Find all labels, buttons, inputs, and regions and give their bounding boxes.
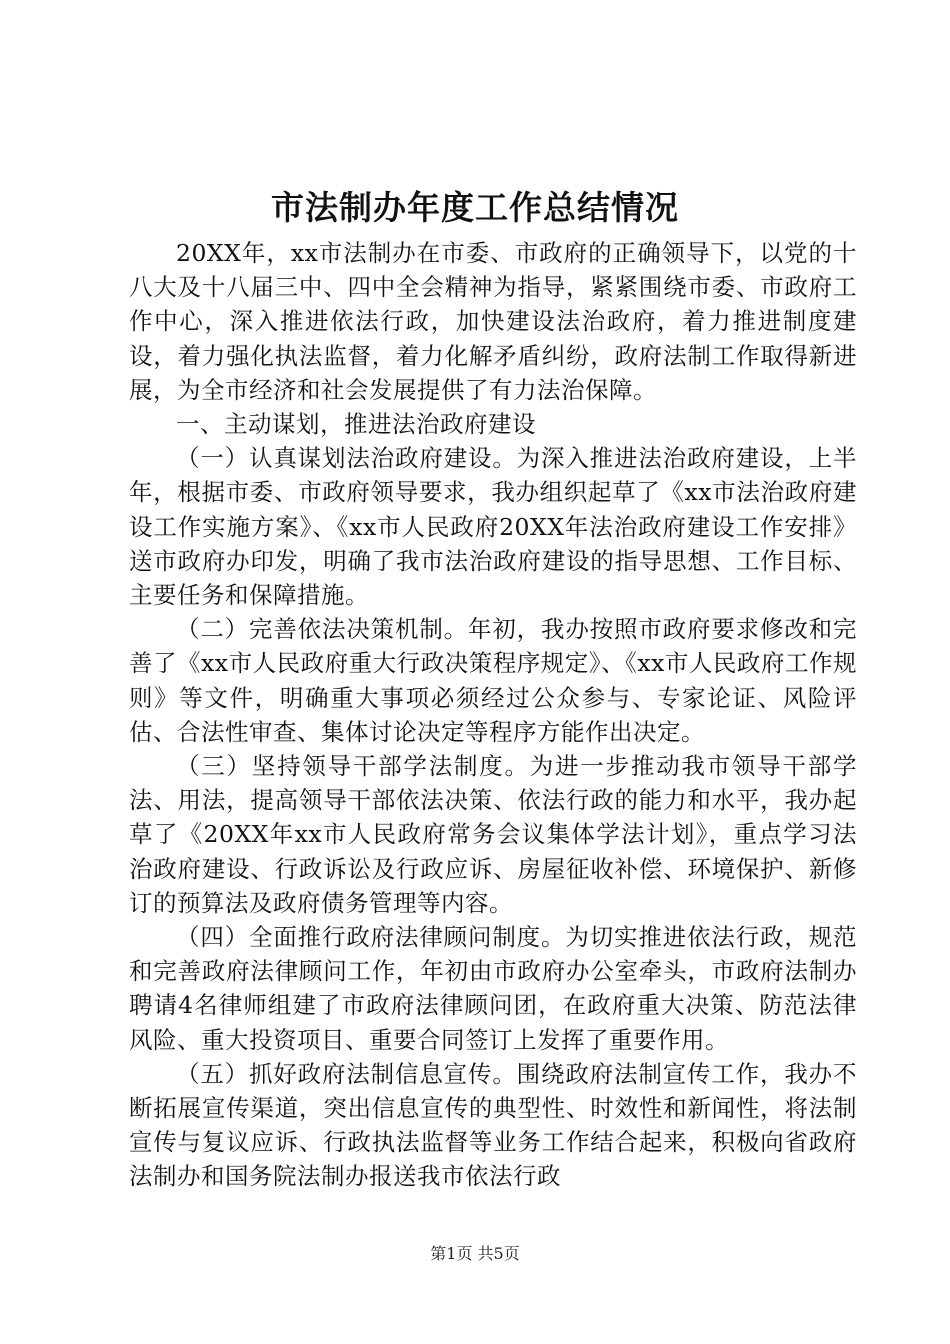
document-body bbox=[129, 236, 857, 1194]
paragraph-item-5: （五）抓好政府法制信息宣传。围绕政府法制宣传工作，我办不断拓展宣传渠道，突出信息宣传的典型性、时效性和新闻性，将法制宣传与复议应诉、行政执法监督等业务工作结合起来，积极向省政府法制办和国务院法制办报送我市依法行政 bbox=[129, 1059, 857, 1191]
paragraph-item-4: （四）全面推行政府法律顾问制度。为切实推进依法行政，规范和完善政府法律顾问工作，年初由市政府办公室牵头，市政府法制办聘请4名律师组建了市政府法律顾问团，在政府重大决策、防范法律风险、重大投资项目、重要合同签订上发挥了重要作用。 bbox=[129, 923, 857, 1054]
section-heading-1: 一、主动谋划，推进法治政府建设 bbox=[176, 410, 536, 439]
document-title: 市法制办年度工作总结情况 bbox=[271, 188, 679, 227]
paragraph-intro: 20XX年，xx市法制办在市委、市政府的正确领导下，以党的十八大及十八届三中、四中全会精神为指导，紧紧围绕市委、市政府工作中心，深入推进依法行政，加快建设法治政府，着力推进制度建设，着力强化执法监督，着力化解矛盾纠纷，政府法制工作取得新进展，为全市经济和社会发展提供了有力法治保障。 bbox=[129, 239, 857, 404]
paragraph-item-2: （二）完善依法决策机制。年初，我办按照市政府要求修改和完善了《xx市人民政府重大行政决策程序规定》、《xx市人民政府工作规则》等文件，明确重大事项必须经过公众参与、专家论证、风险评估、合法性审查、集体讨论决定等程序方能作出决定。 bbox=[129, 615, 857, 746]
page-footer: 第1页 共5页 bbox=[430, 1244, 520, 1263]
paragraph-item-3: （三）坚持领导干部学法制度。为进一步推动我市领导干部学法、用法，提高领导干部依法决策、依法行政的能力和水平，我办起草了《20XX年xx市人民政府常务会议集体学法计划》，重点学习法治政府建设、行政诉讼及行政应诉、房屋征收补偿、环境保护、新修订的预算法及政府债务管理等内容。 bbox=[129, 752, 857, 917]
paragraph-item-1: （一）认真谋划法治政府建设。为深入推进法治政府建设，上半年，根据市委、市政府领导要求，我办组织起草了《xx市法治政府建设工作实施方案》、《xx市人民政府20XX年法治政府建设工作安排》送市政府办印发，明确了我市法治政府建设的指导思想、工作目标、主要任务和保障措施。 bbox=[129, 444, 857, 610]
